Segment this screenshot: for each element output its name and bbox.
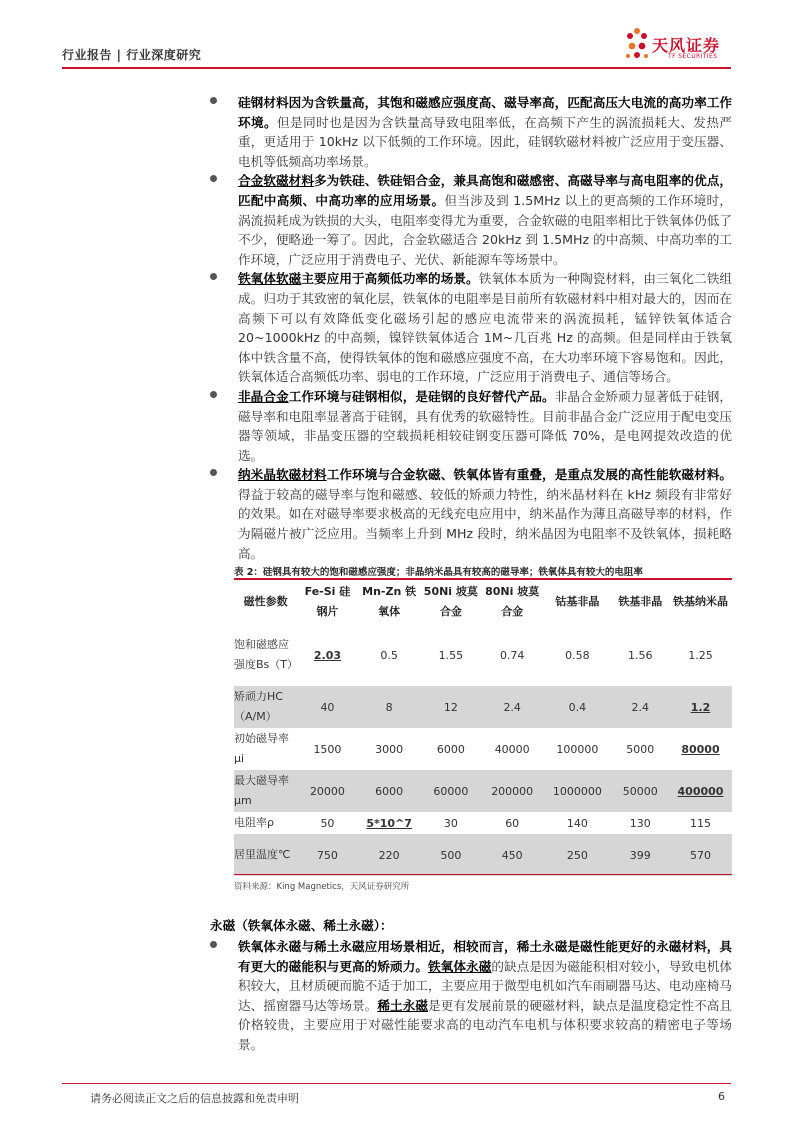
table-header-cell: 磁性参数: [243, 595, 288, 608]
row-label: 电阻率ρ: [234, 816, 274, 829]
footer-disclaimer: 请务必阅读正文之后的信息披露和免责申明: [90, 1092, 299, 1105]
table-cell: 0.74: [499, 648, 525, 662]
table-cell: 60000: [421, 770, 482, 812]
header-divider: [62, 67, 731, 69]
bullet-alloy: [210, 171, 732, 269]
table-cell: 1.2: [669, 686, 732, 728]
bullet-term: 合金软磁材料: [238, 173, 315, 189]
table-cell: 1000000: [543, 770, 611, 812]
table-source: 资料来源：King Magnetics，天风证券研究所: [234, 882, 410, 892]
table-cell: 450: [481, 834, 543, 876]
table-header-cell: 铁基纳米晶: [672, 595, 728, 608]
table-cell: 1500: [313, 742, 342, 756]
table-cell: 20000: [297, 770, 358, 812]
table-cell: 30: [443, 816, 458, 830]
table-header-cell: 铁基非晶: [618, 595, 663, 608]
table-cell: 6000: [358, 770, 421, 812]
bullet-dot-icon: [210, 941, 217, 948]
table-cell: 570: [669, 834, 732, 876]
table-row: [234, 624, 732, 686]
table-cell: 2.4: [612, 686, 669, 728]
table-cell: 1.55: [438, 648, 464, 662]
table-cell: 5000: [626, 742, 655, 756]
bullet-body: 但当涉及到 1.5MHz 以上的更高频的工作环境时，涡流损耗成为铁损的大头，电阻率变得尤为重要，合金软磁的电阻率相比于铁氧体仍低了不少，便略逊一筹了。因此，合金软磁适合 20kHz 到 1.5MHz 的中高频、中高功率的工作环境，广泛应用于消费电子、光伏、新能源车等场景中。: [238, 192, 732, 267]
report-category: 行业报告 | 行业深度研究: [62, 48, 202, 62]
bullet-lead: 主要应用于高频低功率的场景。: [301, 271, 479, 287]
table-cell: 0.4: [543, 686, 611, 728]
logo-subtext: TF SECURITIES: [668, 53, 718, 60]
bullet-term: 铁氧体软磁: [238, 271, 302, 287]
table-cell: 115: [689, 816, 711, 830]
table-cell: 400000: [669, 770, 732, 812]
table-cell: 750: [297, 834, 358, 876]
logo-text: 天风证券: [652, 36, 721, 55]
table-cell: 100000: [556, 742, 599, 756]
row-label: 矫顽力HC（A/M）: [234, 686, 297, 728]
bullet-dot-icon: [210, 391, 217, 398]
table-cell: 50: [320, 816, 335, 830]
row-label: 初始磁导率μi: [234, 732, 289, 765]
bullet-ferrite: [210, 269, 732, 387]
table-cell: 3000: [375, 742, 404, 756]
bullet-silicon-steel: [210, 93, 732, 171]
table-cell: 1.25: [688, 648, 713, 662]
bullet-term: 稀土永磁: [377, 997, 429, 1013]
bullet-term: 铁氧体永磁: [428, 958, 492, 974]
table-header-cell: 80Ni 坡莫合金: [485, 585, 540, 618]
bullet-lead: 硅钢材料因为含铁量高，其饱和磁感应强度高、磁导率高，匹配高压大电流的高功率工作环境。: [238, 95, 732, 130]
footer-divider: [62, 1083, 731, 1084]
bullet-dot-icon: [210, 97, 217, 104]
table-header-cell: 50Ni 坡莫合金: [423, 585, 478, 618]
bullet-body: 非晶合金矫顽力显著低于硅钢，磁导率和电阻率显著高于硅钢，具有优秀的软磁特性。目前非晶合金广泛应用于配电变压器等领域，非晶变压器的空载损耗相较硅钢变压器可降低 70%，是电网提效改造的优选。: [238, 388, 733, 463]
table-cell: 1.56: [628, 648, 653, 662]
bullet-dot-icon: [210, 175, 217, 182]
table-cell: 130: [629, 816, 651, 830]
table-cell: 200000: [481, 770, 543, 812]
bullet-permanent-magnet: [210, 937, 732, 1055]
bullet-lead: 工作环境与合金软磁、铁氧体皆有重叠，是重点发展的高性能软磁材料。: [326, 467, 733, 483]
table-cell: 399: [612, 834, 669, 876]
table-cell: 220: [358, 834, 421, 876]
table-cell: 0.5: [380, 648, 398, 662]
row-label: 最大磁导率μm: [234, 770, 297, 812]
table-cell: 2.4: [481, 686, 543, 728]
table-cell: 2.03: [313, 648, 341, 662]
table-row: [234, 686, 732, 728]
table-header-cell: Mn-Zn 铁氧体: [362, 585, 417, 618]
bullet-amorphous: [210, 387, 732, 465]
row-label: 饱和磁感应强度Bs（T）: [234, 638, 298, 671]
table-cell: 80000: [681, 742, 720, 756]
section-title: 永磁（铁氧体永磁、稀土永磁）：: [210, 918, 393, 933]
magnetic-params-table: [234, 580, 732, 876]
table-header-row: [234, 580, 732, 624]
bullet-dot-icon: [210, 469, 217, 476]
bullet-term: 非晶合金: [238, 388, 289, 404]
table-cell: 0.58: [565, 648, 590, 662]
bullet-body: 但是同时也是因为含铁量高导致电阻率低，在高频下产生的涡流损耗大、发热严重，更适用于 10kHz 以下低频的工作环境。因此，硅钢软磁材料被广泛应用于变压器、电机等低频高功率场景。: [238, 114, 733, 169]
bullet-nanocrystalline: [210, 465, 732, 563]
bullet-body: 铁氧体本质为一种陶瓷材料，由三氧化二铁组成。归功于其致密的氧化层，铁氧体的电阻率是目前所有软磁材料中相对最大的，因而在高频下可以有效降低变化磁场引起的感应电流带来的涡流损耗，锰锌铁氧体适合 20~1000kHz 的中高频，镍锌铁氧体适合 1M~几百兆 Hz 的高频。但是同样由于铁氧体中铁含量不高，使得铁氧体的饱和磁感应强度不高，在大功率环境下容易饱和。因此，铁氧体适合高频低功率、弱电的工作环境，广泛应用于消费电子、通信等场合。: [238, 271, 733, 385]
table-cell: 250: [543, 834, 611, 876]
page-number: 6: [718, 1090, 725, 1103]
table-cell: 5*10^7: [366, 816, 412, 830]
bullet-body: 的缺点是因为磁能积相对较小，导致电机体积较大，且材质硬而脆不适于加工，主要应用于微型电机如汽车雨刷器马达、电动座椅马达、摇窗器马达等场景。: [238, 958, 733, 1013]
table-header-cell: 钴基非晶: [555, 595, 600, 608]
table-caption: 表 2：硅钢具有较大的饱和磁感应强度；非晶纳米晶具有较高的磁导率；铁氧体具有较大的电阻率: [234, 567, 643, 578]
table-row: [234, 728, 732, 770]
row-label: 居里温度℃: [234, 834, 297, 876]
table-cell: 40: [297, 686, 358, 728]
table-cell: 500: [421, 834, 482, 876]
table-row: [234, 834, 732, 876]
table-cell: 60: [505, 816, 520, 830]
bullet-term: 纳米晶软磁材料: [238, 467, 327, 483]
soft-magnetic-bullets: [210, 93, 732, 563]
table-cell: 140: [566, 816, 588, 830]
table-row: [234, 812, 732, 834]
bullet-body: 是更有发展前景的硬磁材料，缺点是温度稳定性不高且价格较贵，主要应用于对磁性能要求高的电动汽车电机与体积要求较高的精密电子等场景。: [238, 997, 733, 1052]
bullet-lead: 工作环境与硅钢相似，是硅钢的良好替代产品。: [288, 388, 555, 404]
table-header-cell: Fe-Si 硅钢片: [304, 585, 351, 618]
bullet-lead: 多为铁硅、铁硅铝合金，兼具高饱和磁感密、高磁导率与高电阻率的优点，匹配中高频、中高功率的应用场景。: [238, 173, 733, 208]
bullet-body: 得益于较高的磁导率与饱和磁感、较低的矫顽力特性，纳米晶材料在 kHz 频段有非常好的效果。如在对磁导率要求极高的无线充电应用中，纳米晶作为薄且高磁导率的材料，作为隔磁片被广泛应用。当频率上升到 MHz 段时，纳米晶因为电阻率不及铁氧体，损耗略高。: [238, 486, 732, 561]
table-row: [234, 770, 732, 812]
table-cell: 8: [358, 686, 421, 728]
table-bottom-rule: [234, 874, 732, 875]
table-cell: 6000: [436, 742, 465, 756]
bullet-lead: 铁氧体永磁与稀土永磁应用场景相近，相较而言，稀土永磁是磁性能更好的永磁材料，具有更大的磁能积与更高的矫顽力。: [238, 939, 732, 974]
table-cell: 40000: [494, 742, 530, 756]
permanent-magnet-bullets: [210, 937, 732, 1055]
table-cell: 50000: [612, 770, 669, 812]
table-cell: 12: [421, 686, 482, 728]
bullet-dot-icon: [210, 273, 217, 280]
